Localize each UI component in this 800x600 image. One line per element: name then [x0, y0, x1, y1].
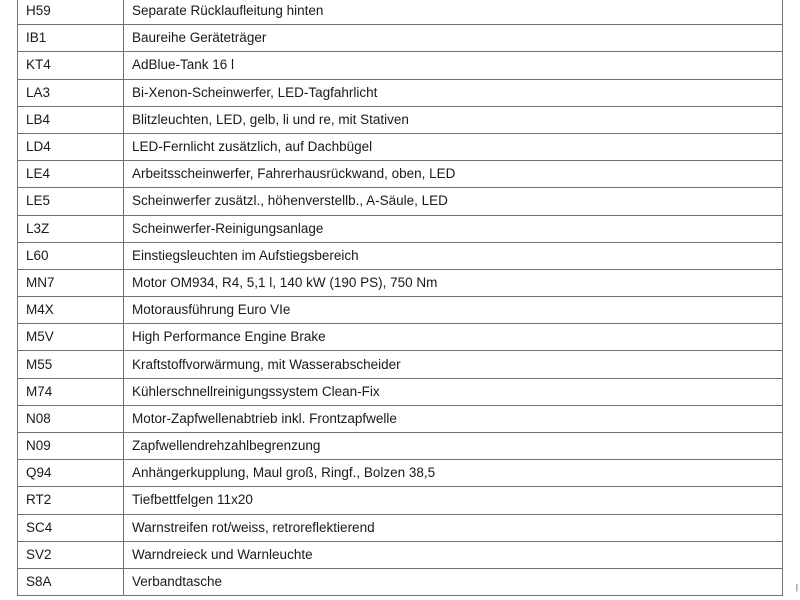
- option-description: Warnstreifen rot/weiss, retroreflektierend: [124, 514, 783, 541]
- option-code: Q94: [18, 460, 124, 487]
- option-code: LA3: [18, 79, 124, 106]
- table-row: [18, 351, 783, 378]
- option-description: Kühlerschnellreinigungssystem Clean-Fix: [124, 378, 783, 405]
- table-row: [18, 133, 783, 160]
- table-row: [18, 487, 783, 514]
- option-description: High Performance Engine Brake: [124, 324, 783, 351]
- table-row: [18, 433, 783, 460]
- option-description: Warndreieck und Warnleuchte: [124, 541, 783, 568]
- option-code: L60: [18, 242, 124, 269]
- option-code: S8A: [18, 568, 124, 595]
- option-description: Motorausführung Euro VIe: [124, 297, 783, 324]
- option-code: LB4: [18, 106, 124, 133]
- table-row: [18, 188, 783, 215]
- option-code: LE4: [18, 161, 124, 188]
- option-description: Kraftstoffvorwärmung, mit Wasserabscheider: [124, 351, 783, 378]
- table-row: [18, 106, 783, 133]
- option-description: Scheinwerfer zusätzl., höhenverstellb., A-Säule, LED: [124, 188, 783, 215]
- option-description: Motor OM934, R4, 5,1 l, 140 kW (190 PS), 750 Nm: [124, 269, 783, 296]
- table-row: [18, 269, 783, 296]
- table-row: [18, 25, 783, 52]
- table-row: [18, 297, 783, 324]
- option-description: Blitzleuchten, LED, gelb, li und re, mit Stativen: [124, 106, 783, 133]
- option-description: Scheinwerfer-Reinigungsanlage: [124, 215, 783, 242]
- option-code: M4X: [18, 297, 124, 324]
- options-table-body: [18, 0, 783, 596]
- table-row: [18, 378, 783, 405]
- option-code: H59: [18, 0, 124, 25]
- option-description: Baureihe Geräteträger: [124, 25, 783, 52]
- options-table: [17, 0, 783, 596]
- option-code: M5V: [18, 324, 124, 351]
- option-description: LED-Fernlicht zusätzlich, auf Dachbügel: [124, 133, 783, 160]
- option-code: L3Z: [18, 215, 124, 242]
- table-row: [18, 242, 783, 269]
- stray-mark: |: [795, 583, 798, 592]
- option-description: Verbandtasche: [124, 568, 783, 595]
- table-row: [18, 161, 783, 188]
- option-code: LE5: [18, 188, 124, 215]
- option-code: KT4: [18, 52, 124, 79]
- option-description: Tiefbettfelgen 11x20: [124, 487, 783, 514]
- option-code: IB1: [18, 25, 124, 52]
- table-row: [18, 405, 783, 432]
- table-row: [18, 52, 783, 79]
- option-code: M74: [18, 378, 124, 405]
- table-row: [18, 79, 783, 106]
- option-code: N08: [18, 405, 124, 432]
- option-code: LD4: [18, 133, 124, 160]
- table-row: [18, 460, 783, 487]
- option-code: SC4: [18, 514, 124, 541]
- table-row: [18, 514, 783, 541]
- option-code: N09: [18, 433, 124, 460]
- table-row: [18, 0, 783, 25]
- option-code: SV2: [18, 541, 124, 568]
- option-description: Motor-Zapfwellenabtrieb inkl. Frontzapfwelle: [124, 405, 783, 432]
- table-row: [18, 215, 783, 242]
- options-table-container: [17, 0, 782, 596]
- table-row: [18, 568, 783, 595]
- option-description: Bi-Xenon-Scheinwerfer, LED-Tagfahrlicht: [124, 79, 783, 106]
- option-code: MN7: [18, 269, 124, 296]
- option-code: RT2: [18, 487, 124, 514]
- table-row: [18, 324, 783, 351]
- option-description: Einstiegsleuchten im Aufstiegsbereich: [124, 242, 783, 269]
- option-description: AdBlue-Tank 16 l: [124, 52, 783, 79]
- option-description: Separate Rücklaufleitung hinten: [124, 0, 783, 25]
- option-description: Anhängerkupplung, Maul groß, Ringf., Bolzen 38,5: [124, 460, 783, 487]
- option-code: M55: [18, 351, 124, 378]
- table-row: [18, 541, 783, 568]
- option-description: Arbeitsscheinwerfer, Fahrerhausrückwand, oben, LED: [124, 161, 783, 188]
- option-description: Zapfwellendrehzahlbegrenzung: [124, 433, 783, 460]
